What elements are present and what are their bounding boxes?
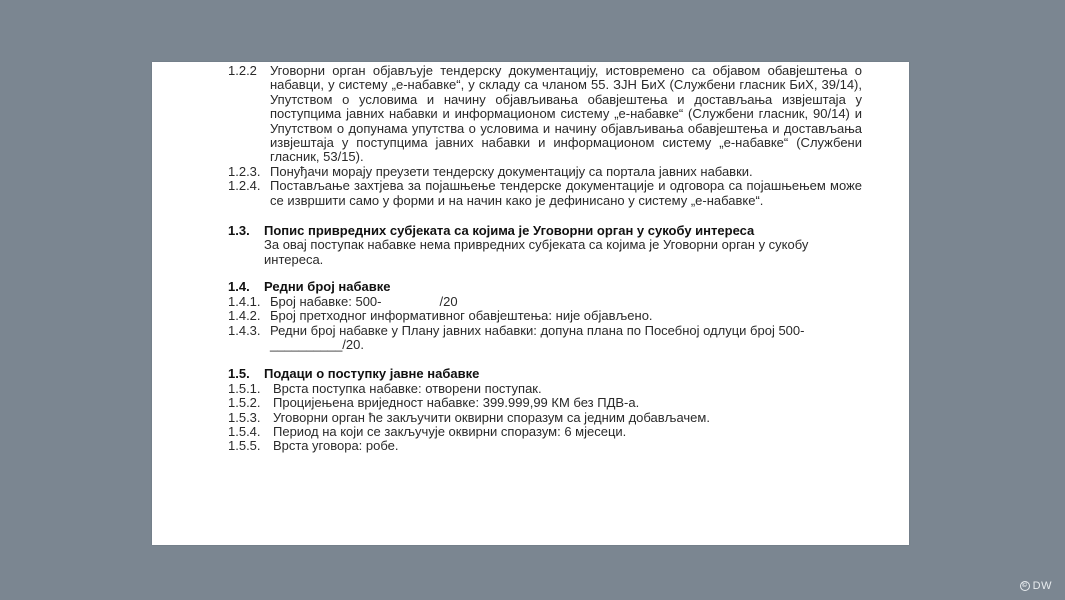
clause-number: 1.4.3.	[228, 322, 261, 338]
clause-text	[270, 324, 862, 353]
dw-watermark	[1020, 580, 1052, 592]
clause-text	[270, 295, 862, 309]
section-number: 1.3.	[228, 223, 250, 239]
clause-1-5-4	[228, 425, 862, 439]
clause-number: 1.5.3.	[228, 409, 261, 425]
clause-1-5-5	[228, 439, 862, 453]
clause-text: Уговорни орган објављује тендерску документацију, истовремено са објавом обавјештења о набавци, у систему „е-набавке“, у складу са чланом 55. ЗЈН БиХ (Службени гласник БиХ, 39/14), Упутством о условима и начину објављивања обавјештења и достављања извјештаја у поступцима јавних набавки и информационом систему „е-набавке“ (Службени гласник, 90/14) и Упутством о допунама упутства о условима и начину објављивања обавјештења и достављања извјештаја у поступцима јавних набавки и информационом систему „е-набавке“ (Службени гласник, 53/15).	[270, 63, 862, 165]
section-heading-1-4	[228, 280, 862, 294]
document-page	[152, 62, 909, 545]
clause-text: Врста уговора: робе.	[273, 438, 399, 454]
clause-text: Период на који се закључује оквирни споразум: 6 мјесеци.	[273, 423, 627, 439]
clause-text-main: Редни број набавке у Плану јавних набавки: допуна плана по Посебној одлуци број 500-	[270, 322, 805, 338]
clause-1-2-3	[228, 165, 862, 179]
clause-number: 1.2.4.	[228, 178, 261, 194]
clause-number: 1.4.1.	[228, 293, 261, 309]
section-number: 1.4.	[228, 279, 250, 295]
clause-text-suffix: /20	[439, 293, 458, 309]
clause-text-line2: __________/20.	[270, 336, 364, 352]
clause-text: Уговорни орган ће закључити оквирни споразум са једним добављачем.	[273, 409, 710, 425]
section-heading-1-5	[228, 367, 862, 381]
clause-1-2-2	[228, 64, 862, 165]
clause-text: Постављање захтјева за појашњење тендерске документације и одговора са појашњењем може се извршити само у форми и на начин како је дефинисано у систему „е-набавке“.	[270, 178, 862, 208]
clause-1-4-1	[228, 295, 862, 309]
clause-1-5-3	[228, 411, 862, 425]
clause-1-2-4	[228, 179, 862, 208]
clause-number: 1.2.3.	[228, 163, 261, 179]
document-content	[228, 64, 862, 454]
copyright-icon: ©	[1020, 581, 1030, 591]
clause-number: 1.5.4.	[228, 423, 261, 439]
clause-1-5-1	[228, 382, 862, 396]
clause-number: 1.2.2	[228, 63, 257, 78]
clause-1-4-2	[228, 309, 862, 323]
clause-1-5-2	[228, 396, 862, 410]
section-title: Попис привредних субјеката са којима је Уговорни орган у сукобу интереса	[264, 223, 755, 239]
clause-number: 1.5.2.	[228, 395, 261, 411]
section-title: Подаци о поступку јавне набавке	[264, 366, 480, 382]
section-body-1-3: За овај поступак набавке нема привредних субјеката са којима је Уговорни орган у сукобу интереса.	[264, 237, 809, 267]
clause-1-4-3	[228, 324, 862, 353]
section-items-1-5	[228, 382, 862, 454]
clause-text: Понуђачи морају преузети тендерску документацију са портала јавних набавки.	[270, 163, 753, 179]
clause-number: 1.4.2.	[228, 308, 261, 324]
clause-text-main: Број набавке: 500-	[270, 293, 382, 309]
clause-number: 1.5.1.	[228, 380, 261, 396]
clause-text: Врста поступка набавке: отворени поступак.	[273, 380, 542, 396]
section-heading-1-3	[228, 224, 862, 238]
section-number: 1.5.	[228, 366, 250, 382]
watermark-text: DW	[1032, 580, 1052, 592]
section-title: Редни број набавке	[264, 279, 391, 295]
clause-number: 1.5.5.	[228, 438, 261, 454]
clause-text: Процијењена вриједност набавке: 399.999,99 КМ без ПДВ-а.	[273, 395, 640, 411]
clause-text: Број претходног информативног обавјештења: није објављено.	[270, 308, 653, 324]
